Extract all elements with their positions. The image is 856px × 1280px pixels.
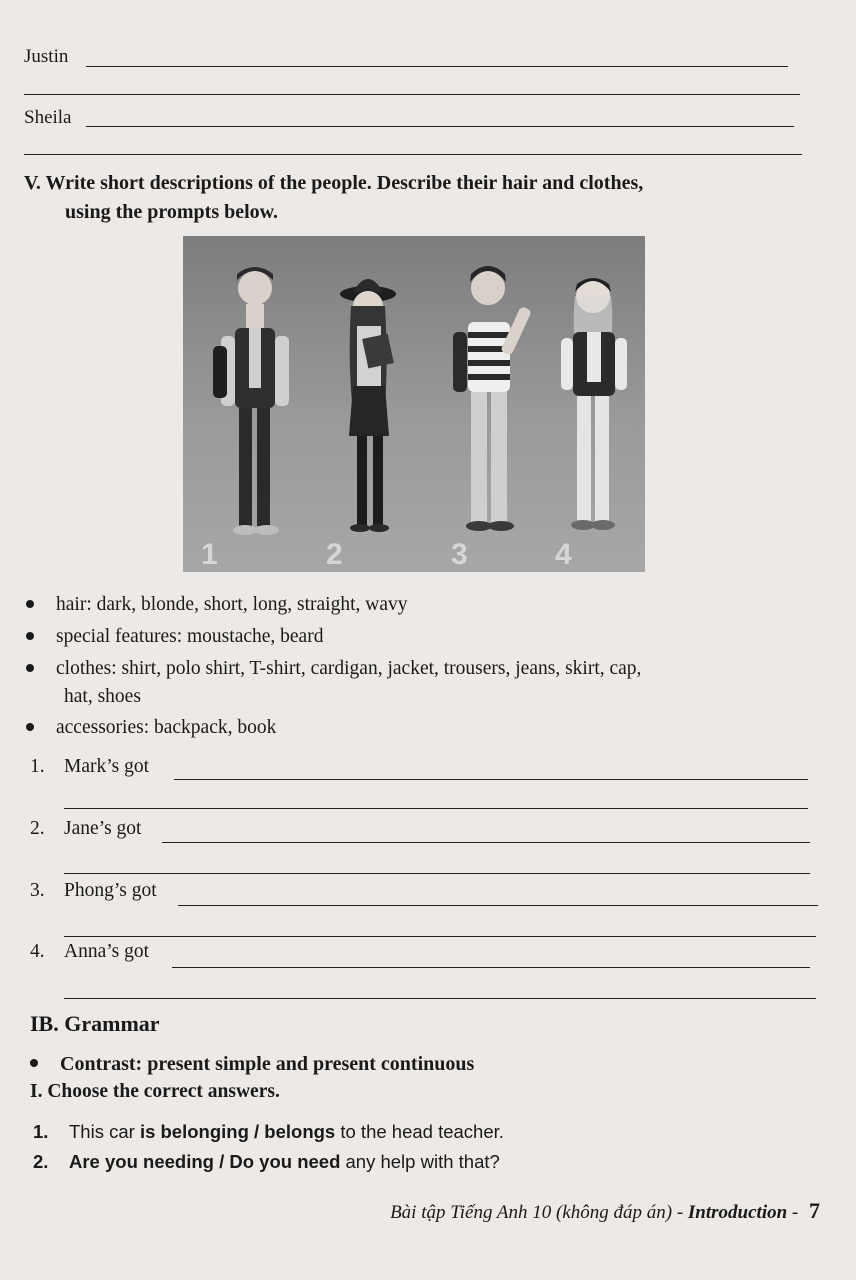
prompt-clothes: clothes: shirt, polo shirt, T-shirt, cardigan, jacket, trousers, jeans, skirt, cap, bbox=[26, 655, 641, 683]
bullet-icon bbox=[26, 632, 34, 640]
grammar-topic: Contrast: present simple and present continuous bbox=[30, 1050, 474, 1078]
prompt-hair: hair: dark, blonde, short, long, straight, wavy bbox=[26, 591, 407, 619]
answer-line bbox=[86, 66, 788, 67]
section-v-title-line2: using the prompts below. bbox=[65, 201, 279, 223]
footer-section: Introduction bbox=[687, 1202, 788, 1223]
question-1: This car is belonging / belongs to the head teacher. bbox=[69, 1121, 504, 1142]
bullet-icon bbox=[26, 600, 34, 608]
section-v-numeral: V. bbox=[24, 172, 41, 194]
bullet-icon bbox=[26, 664, 34, 672]
answer-line bbox=[64, 936, 816, 937]
figure-number-3: 3 bbox=[451, 538, 468, 571]
question-2: Are you needing / Do you need any help with that? bbox=[69, 1151, 500, 1172]
item-1-text: Mark’s got bbox=[64, 756, 150, 777]
item-2-text: Jane’s got bbox=[64, 818, 142, 839]
footer-book-title: Bài tập Tiếng Anh 10 (không đáp án) bbox=[390, 1202, 673, 1223]
exercise-heading: I. Choose the correct answers. bbox=[30, 1081, 280, 1102]
name-justin: Justin bbox=[24, 46, 69, 67]
answer-line bbox=[24, 94, 800, 95]
answer-line bbox=[64, 998, 816, 999]
answer-line bbox=[162, 842, 810, 843]
item-4-text: Anna’s got bbox=[64, 941, 150, 962]
item-4-number: 4. bbox=[30, 941, 45, 962]
item-2-number: 2. bbox=[30, 818, 45, 839]
question-1-options: is belonging / belongs bbox=[139, 1121, 336, 1142]
question-2-options: Are you needing / Do you need bbox=[69, 1151, 341, 1172]
answer-line bbox=[64, 873, 810, 874]
item-3-text: Phong’s got bbox=[64, 880, 157, 901]
answer-line bbox=[64, 808, 808, 809]
grammar-title: IB. Grammar bbox=[30, 1011, 160, 1036]
answer-line bbox=[178, 905, 818, 906]
name-sheila: Sheila bbox=[24, 107, 72, 128]
answer-line bbox=[24, 154, 802, 155]
figure-number-4: 4 bbox=[555, 538, 572, 571]
figure-number-1: 1 bbox=[201, 538, 218, 571]
answer-line bbox=[86, 126, 794, 127]
question-1-number: 1. bbox=[33, 1121, 49, 1142]
page-number: 7 bbox=[809, 1198, 820, 1223]
people-illustration bbox=[183, 236, 645, 572]
prompt-features: special features: moustache, beard bbox=[26, 623, 323, 651]
section-v-title-line1: Write short descriptions of the people. Describe their hair and clothes, bbox=[45, 172, 644, 194]
question-2-number: 2. bbox=[33, 1151, 49, 1172]
bullet-icon bbox=[30, 1059, 38, 1067]
bullet-icon bbox=[26, 723, 34, 731]
figure-number-2: 2 bbox=[326, 538, 343, 571]
answer-line bbox=[174, 779, 808, 780]
item-3-number: 3. bbox=[30, 880, 45, 901]
prompt-clothes-cont: hat, shoes bbox=[64, 686, 141, 707]
page-footer: Bài tập Tiếng Anh 10 (không đáp án) - Introduction - 7 bbox=[390, 1198, 820, 1223]
prompt-accessories: accessories: backpack, book bbox=[26, 714, 276, 742]
item-1-number: 1. bbox=[30, 756, 45, 777]
section-v-heading bbox=[24, 168, 824, 198]
answer-line bbox=[172, 967, 810, 968]
